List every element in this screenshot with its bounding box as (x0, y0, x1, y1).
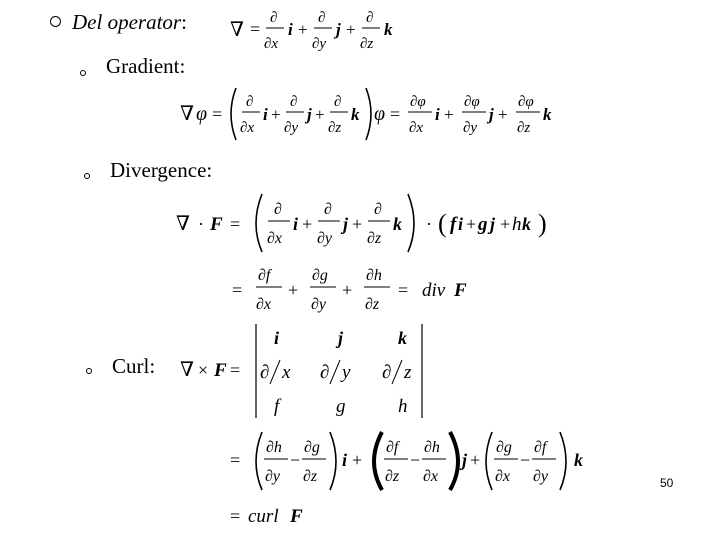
svg-text:∂z: ∂z (385, 468, 400, 485)
svg-text:j: j (490, 214, 496, 234)
svg-text:F: F (290, 506, 303, 527)
svg-text:x: x (282, 362, 291, 383)
svg-text:(: ( (438, 209, 447, 238)
svg-text:∂x: ∂x (256, 296, 272, 313)
svg-text:+: + (288, 280, 299, 300)
svg-text:∂y: ∂y (265, 468, 281, 485)
curl-expansion-equation (226, 426, 596, 496)
svg-text:∂x: ∂x (495, 468, 511, 485)
svg-text:+: + (470, 450, 481, 470)
svg-text:i: i (435, 105, 440, 124)
svg-text:=: = (230, 360, 241, 380)
svg-text:∂z: ∂z (367, 230, 382, 247)
svg-text:∂z: ∂z (303, 468, 318, 485)
svg-text:=: = (212, 104, 223, 124)
svg-text:j: j (338, 328, 344, 348)
svg-text:g: g (478, 214, 488, 235)
svg-text:+: + (298, 20, 308, 39)
svg-text:∂: ∂ (374, 201, 382, 218)
gradient-label: Gradient: (106, 54, 186, 78)
divergence-equation-line2 (228, 258, 488, 318)
svg-text:∂: ∂ (260, 362, 270, 383)
svg-text:∂f: ∂f (534, 439, 547, 456)
svg-text:∂: ∂ (270, 10, 278, 26)
svg-text:k: k (398, 328, 407, 348)
svg-text:∂φ: ∂φ (464, 94, 480, 110)
svg-text:=: = (232, 280, 243, 300)
svg-text:=: = (390, 104, 401, 124)
title-colon: : (181, 10, 187, 34)
svg-text:div: div (422, 280, 446, 301)
curl-determinant-equation (176, 322, 436, 422)
page-number: 50 (660, 476, 674, 490)
curl-label: Curl: (112, 354, 156, 378)
svg-text:∂g: ∂g (496, 439, 512, 456)
svg-text:F: F (214, 360, 227, 381)
svg-text:y: y (342, 362, 351, 383)
svg-text:=: = (398, 280, 409, 300)
svg-text:k: k (522, 214, 531, 234)
svg-text:F: F (210, 214, 223, 235)
svg-text:f: f (274, 396, 280, 417)
svg-text:i: i (458, 214, 464, 234)
svg-text:g: g (336, 396, 346, 417)
svg-text:−: − (520, 450, 531, 470)
curl-bullet-icon (86, 368, 92, 374)
svg-text:∂: ∂ (274, 201, 282, 218)
svg-text:∇: ∇ (180, 359, 194, 381)
svg-text:∂x: ∂x (264, 36, 279, 52)
svg-text:z: z (404, 362, 412, 383)
svg-text:=: = (250, 19, 261, 39)
svg-text:φ: φ (196, 103, 208, 125)
svg-text:j: j (307, 105, 312, 124)
svg-text:∂h: ∂h (266, 439, 282, 456)
svg-text:+: + (315, 105, 325, 124)
svg-text:∂φ: ∂φ (410, 94, 426, 110)
page-title (72, 10, 187, 35)
svg-text:φ: φ (374, 103, 386, 125)
svg-text:∂z: ∂z (517, 120, 531, 136)
svg-text:+: + (342, 280, 353, 300)
svg-text:k: k (351, 105, 360, 124)
svg-text:i: i (293, 214, 299, 234)
svg-text:∇: ∇ (180, 103, 194, 125)
svg-text:∂z: ∂z (360, 36, 374, 52)
svg-text:∂x: ∂x (267, 230, 283, 247)
svg-text:+: + (498, 105, 508, 124)
svg-text:×: × (198, 360, 209, 380)
svg-text:+: + (444, 105, 454, 124)
svg-text:∂: ∂ (334, 94, 342, 110)
svg-text:∂: ∂ (366, 10, 374, 26)
svg-text:∂y: ∂y (463, 120, 478, 136)
svg-text:∂y: ∂y (312, 36, 327, 52)
svg-text:f: f (450, 214, 457, 235)
svg-text:j: j (462, 450, 468, 470)
svg-text:+: + (352, 450, 363, 470)
svg-text:∂φ: ∂φ (518, 94, 534, 110)
svg-text:=: = (230, 450, 241, 470)
svg-text:+: + (271, 105, 281, 124)
svg-text:+: + (346, 20, 356, 39)
gradient-bullet-icon (80, 70, 86, 76)
svg-text:i: i (263, 105, 268, 124)
svg-text:h: h (398, 396, 408, 417)
svg-text:∂h: ∂h (424, 439, 440, 456)
svg-text:=: = (230, 506, 241, 526)
svg-text:∂: ∂ (382, 362, 392, 383)
svg-text:·: · (426, 214, 432, 234)
svg-text:∂: ∂ (290, 94, 298, 110)
svg-text:=: = (230, 214, 241, 234)
svg-text:+: + (352, 214, 363, 234)
gradient-equation (176, 80, 576, 146)
svg-text:∂y: ∂y (317, 230, 333, 247)
svg-text:curl: curl (248, 506, 279, 527)
curl-final-equation (226, 498, 346, 532)
svg-text:∂z: ∂z (365, 296, 380, 313)
svg-text:): ) (538, 209, 547, 238)
svg-text:k: k (384, 20, 393, 39)
divergence-equation-line1 (172, 188, 582, 258)
divergence-label: Divergence: (110, 158, 213, 182)
del-operator-equation (226, 4, 396, 54)
svg-text:∂x: ∂x (423, 468, 439, 485)
svg-text:∂: ∂ (318, 10, 326, 26)
svg-text:∂f: ∂f (258, 267, 271, 284)
svg-text:−: − (410, 450, 421, 470)
svg-text:+: + (466, 214, 477, 234)
section-bullet-icon (50, 16, 61, 27)
divergence-bullet-icon (84, 173, 90, 179)
svg-text:+: + (500, 214, 511, 234)
svg-text:k: k (574, 450, 583, 470)
svg-text:+: + (302, 214, 313, 234)
svg-text:∇: ∇ (230, 19, 244, 41)
svg-text:−: − (290, 450, 301, 470)
svg-text:k: k (393, 214, 402, 234)
svg-text:j: j (336, 20, 341, 39)
svg-text:F: F (454, 280, 467, 301)
svg-text:∂y: ∂y (284, 120, 299, 136)
svg-text:h: h (512, 214, 522, 235)
svg-text:∂z: ∂z (328, 120, 342, 136)
svg-text:∂: ∂ (320, 362, 330, 383)
svg-text:∂: ∂ (324, 201, 332, 218)
svg-text:·: · (198, 214, 204, 234)
svg-text:∂: ∂ (246, 94, 254, 110)
svg-text:i: i (274, 328, 280, 348)
svg-text:∂x: ∂x (240, 120, 255, 136)
svg-text:∂y: ∂y (311, 296, 327, 313)
title-text: Del operator (72, 10, 182, 34)
svg-text:∇: ∇ (176, 213, 190, 235)
svg-text:∂f: ∂f (386, 439, 399, 456)
svg-text:∂x: ∂x (409, 120, 424, 136)
svg-text:i: i (342, 450, 348, 470)
svg-text:i: i (288, 20, 293, 39)
svg-text:k: k (543, 105, 552, 124)
svg-text:j: j (489, 105, 494, 124)
svg-text:∂h: ∂h (366, 267, 382, 284)
svg-text:∂g: ∂g (312, 267, 328, 284)
svg-text:∂g: ∂g (304, 439, 320, 456)
svg-text:∂y: ∂y (533, 468, 549, 485)
svg-text:j: j (343, 214, 349, 234)
